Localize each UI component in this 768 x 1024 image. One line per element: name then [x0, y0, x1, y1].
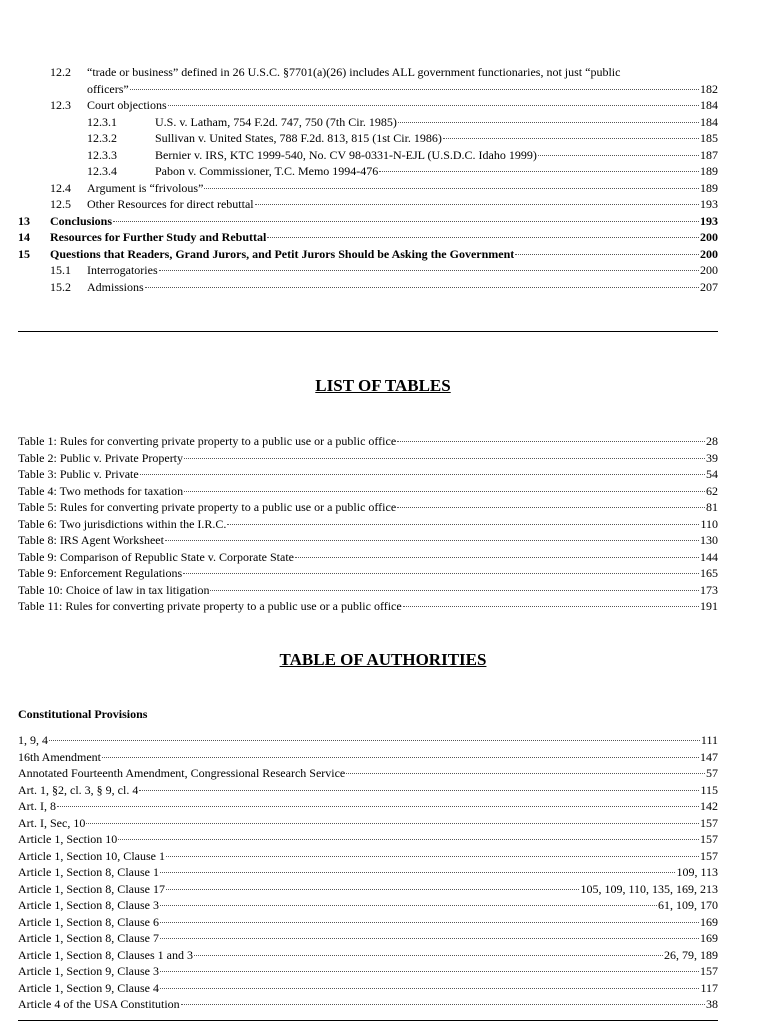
entry-page: 173: [700, 582, 718, 597]
dot-leader: [515, 253, 699, 255]
entry-number: 14: [18, 230, 30, 244]
toc-entry[interactable]: [18, 130, 718, 147]
entry-page: 200: [700, 263, 718, 277]
entry-page: 54: [706, 467, 718, 481]
bottom-divider: [18, 1020, 718, 1021]
authority-entry[interactable]: [18, 963, 718, 980]
entry-text: Pabon v. Commissioner, T.C. Memo 1994-476: [155, 164, 379, 178]
entry-text: Article 1, Section 8, Clauses 1 and 3: [18, 947, 193, 962]
entry-text: Resources for Further Study and Rebuttal: [50, 230, 267, 244]
entry-number: 12.3.1: [87, 114, 117, 129]
dot-leader: [210, 589, 699, 591]
entry-page: 184: [700, 114, 718, 129]
toc-continuation: [18, 64, 718, 295]
toc-entry-text-line1: “trade or business” defined in 26 U.S.C. §7701(a)(26) includes ALL government functionaries, not just “public: [87, 65, 621, 79]
entry-page: 111: [700, 733, 718, 747]
table-list-entry[interactable]: [18, 549, 718, 566]
entry-page: 157: [700, 815, 718, 830]
dot-leader: [183, 572, 699, 574]
entry-number: 15: [18, 246, 30, 261]
entry-page: 144: [700, 549, 718, 564]
entry-text: U.S. v. Latham, 754 F.2d. 747, 750 (7th Cir. 1985): [155, 114, 397, 129]
toc-entry-text-line2: officers”: [87, 81, 129, 96]
entry-number: 15.1: [50, 263, 71, 277]
entry-text: Table 3: Public v. Private: [18, 467, 139, 481]
dot-leader: [398, 121, 699, 123]
entry-page: 187: [700, 147, 718, 162]
authority-entry[interactable]: [18, 864, 718, 881]
entry-text: 1, 9, 4: [18, 733, 48, 747]
dot-leader: [130, 88, 699, 90]
entry-text: Table 9: Enforcement Regulations: [18, 566, 183, 580]
toc-entry[interactable]: [18, 262, 718, 279]
entry-page: 157: [700, 848, 718, 863]
entry-page: 110: [700, 516, 718, 531]
entry-number: 13: [18, 213, 30, 228]
toc-entry[interactable]: [18, 180, 718, 197]
toc-entry[interactable]: [18, 279, 718, 296]
dot-leader: [443, 137, 699, 139]
dot-leader: [160, 937, 699, 939]
authority-entry[interactable]: [18, 798, 718, 815]
authority-entry[interactable]: [18, 996, 718, 1013]
authorities-list: [18, 732, 718, 1013]
entry-page: 38: [706, 997, 718, 1011]
entry-page: 109, 113: [676, 865, 718, 879]
entry-page: 28: [706, 434, 718, 448]
table-list-entry[interactable]: [18, 483, 718, 500]
list-of-tables-heading: LIST OF TABLES: [315, 376, 451, 395]
table-list-entry[interactable]: [18, 582, 718, 599]
list-of-tables: [18, 433, 718, 615]
entry-page: 169: [700, 914, 718, 929]
entry-page: 207: [700, 279, 718, 294]
entry-text: Table 1: Rules for converting private property to a public use or a public office: [18, 434, 397, 448]
entry-text: Admissions: [87, 279, 144, 294]
entry-page: 117: [700, 980, 718, 995]
entry-page: 61, 109, 170: [658, 898, 718, 912]
toc-entry[interactable]: [18, 163, 718, 180]
dot-leader: [118, 838, 699, 840]
entry-text: Art. 1, §2, cl. 3, § 9, cl. 4: [18, 782, 139, 797]
entry-text: Sullivan v. United States, 788 F.2d. 813, 815 (1st Cir. 1986): [155, 131, 442, 145]
toc-entry[interactable]: [18, 246, 718, 263]
authority-entry[interactable]: [18, 732, 718, 749]
authority-entry[interactable]: [18, 749, 718, 766]
entry-text: Table 11: Rules for converting private property to a public use or a public office: [18, 599, 402, 613]
table-list-entry[interactable]: [18, 532, 718, 549]
entry-page: 169: [700, 931, 718, 945]
entry-page: 26, 79, 189: [664, 947, 718, 962]
dot-leader: [160, 921, 699, 923]
toc-entry[interactable]: [18, 213, 718, 230]
table-list-entry[interactable]: [18, 433, 718, 450]
toc-entry[interactable]: [18, 97, 718, 114]
authority-entry[interactable]: [18, 897, 718, 914]
entry-page: 39: [706, 450, 718, 465]
entry-text: Table 6: Two jurisdictions within the I.R.C.: [18, 516, 227, 531]
entry-page: 165: [700, 566, 718, 580]
entry-page: 184: [700, 98, 718, 112]
dot-leader: [397, 440, 705, 442]
entry-text: Table 4: Two methods for taxation: [18, 483, 184, 498]
authority-entry[interactable]: [18, 831, 718, 848]
dot-leader: [168, 104, 699, 106]
dot-leader: [160, 904, 657, 906]
entry-page: 200: [700, 246, 718, 261]
toc-entry[interactable]: [18, 229, 718, 246]
authority-entry[interactable]: [18, 947, 718, 964]
dot-leader: [346, 772, 705, 774]
entry-page: 157: [700, 964, 718, 978]
entry-page: 142: [700, 799, 718, 813]
dot-leader: [166, 888, 579, 890]
section-divider: [18, 331, 718, 332]
table-list-entry[interactable]: [18, 466, 718, 483]
authority-entry[interactable]: [18, 848, 718, 865]
dot-leader: [379, 170, 699, 172]
dot-leader: [139, 789, 699, 791]
entry-text: Annotated Fourteenth Amendment, Congressional Research Service: [18, 766, 346, 780]
dot-leader: [57, 805, 699, 807]
dot-leader: [194, 954, 663, 956]
table-list-entry[interactable]: [18, 516, 718, 533]
table-list-entry[interactable]: [18, 499, 718, 516]
table-of-authorities-heading: TABLE OF AUTHORITIES: [279, 650, 487, 669]
dot-leader: [295, 556, 699, 558]
entry-number: 12.3.3: [87, 147, 117, 162]
entry-page: 147: [700, 749, 718, 764]
toc-entry[interactable]: [18, 147, 718, 164]
entry-text: Table 2: Public v. Private Property: [18, 450, 184, 465]
entry-number: 15.2: [50, 279, 71, 294]
entry-text: Article 1, Section 9, Clause 3: [18, 964, 159, 978]
entry-text: Court objections: [87, 98, 167, 112]
entry-page: 62: [706, 483, 718, 498]
toc-entry-12-2[interactable]: [18, 64, 718, 97]
dot-leader: [145, 286, 699, 288]
entry-page: 193: [700, 197, 718, 211]
authority-entry[interactable]: [18, 980, 718, 997]
entry-text: Art. I, 8: [18, 799, 56, 813]
entry-text: Art. I, Sec, 10: [18, 815, 86, 830]
entry-text: Article 4 of the USA Constitution: [18, 997, 180, 1011]
entry-number: 12.5: [50, 197, 71, 211]
entry-page: 105, 109, 110, 135, 169, 213: [580, 881, 718, 896]
entry-text: Article 1, Section 8, Clause 1: [18, 865, 159, 879]
table-list-entry[interactable]: [18, 565, 718, 582]
dot-leader: [102, 756, 699, 758]
entry-text: Article 1, Section 10, Clause 1: [18, 848, 165, 863]
entry-page: 157: [700, 832, 718, 846]
dot-leader: [166, 855, 699, 857]
entry-number: 12.3.2: [87, 131, 117, 145]
entry-page: 57: [706, 766, 718, 780]
dot-leader: [165, 539, 699, 541]
entry-text: Article 1, Section 8, Clause 6: [18, 914, 159, 929]
dot-leader: [538, 154, 699, 156]
dot-leader: [86, 822, 699, 824]
table-list-entry[interactable]: [18, 598, 718, 615]
constitutional-provisions-subheading: Constitutional Provisions: [18, 707, 148, 721]
entry-text: Conclusions: [50, 213, 113, 228]
entry-number: 12.3.4: [87, 164, 117, 178]
entry-page: 81: [706, 500, 718, 514]
entry-page: 130: [700, 533, 718, 547]
dot-leader: [49, 739, 700, 741]
entry-number: 12.3: [50, 98, 71, 112]
dot-leader: [140, 473, 705, 475]
entry-text: Table 9: Comparison of Republic State v. Corporate State: [18, 549, 294, 564]
authority-entry[interactable]: [18, 815, 718, 832]
dot-leader: [113, 220, 699, 222]
dot-leader: [160, 871, 675, 873]
entry-text: Article 1, Section 10: [18, 832, 118, 846]
dot-leader: [181, 1003, 705, 1005]
table-list-entry[interactable]: [18, 450, 718, 467]
entry-page: 193: [700, 213, 718, 228]
entry-page: 189: [700, 164, 718, 178]
entry-text: Argument is “frivolous”: [87, 180, 204, 195]
entry-text: Other Resources for direct rebuttal: [87, 197, 254, 211]
dot-leader: [160, 987, 699, 989]
authority-entry[interactable]: [18, 881, 718, 898]
dot-leader: [159, 269, 699, 271]
entry-text: Article 1, Section 9, Clause 4: [18, 980, 159, 995]
entry-page: 185: [700, 131, 718, 145]
entry-text: Article 1, Section 8, Clause 17: [18, 881, 165, 896]
toc-list: [18, 97, 718, 295]
authority-entry[interactable]: [18, 930, 718, 947]
toc-entry-page: 182: [700, 81, 718, 96]
authority-entry[interactable]: [18, 765, 718, 782]
entry-page: 115: [700, 782, 718, 797]
entry-text: Interrogatories: [87, 263, 158, 277]
entry-text: Article 1, Section 8, Clause 7: [18, 931, 159, 945]
toc-entry[interactable]: [18, 196, 718, 213]
dot-leader: [397, 506, 705, 508]
toc-entry-number: 12.2: [50, 65, 71, 79]
entry-text: Questions that Readers, Grand Jurors, and Petit Jurors Should be Asking the Government: [50, 246, 515, 261]
entry-text: Table 5: Rules for converting private property to a public use or a public office: [18, 500, 397, 514]
entry-text: Table 8: IRS Agent Worksheet: [18, 533, 164, 547]
dot-leader: [184, 490, 705, 492]
entry-number: 12.4: [50, 180, 71, 195]
entry-page: 200: [700, 230, 718, 244]
dot-leader: [255, 203, 699, 205]
dot-leader: [227, 523, 699, 525]
entry-text: Article 1, Section 8, Clause 3: [18, 898, 159, 912]
dot-leader: [160, 970, 699, 972]
entry-text: Table 10: Choice of law in tax litigation: [18, 582, 210, 597]
entry-text: 16th Amendment: [18, 749, 101, 764]
dot-leader: [403, 605, 699, 607]
dot-leader: [267, 236, 699, 238]
entry-page: 191: [700, 599, 718, 613]
authority-entry[interactable]: [18, 782, 718, 799]
entry-page: 189: [700, 180, 718, 195]
dot-leader: [184, 457, 705, 459]
toc-entry[interactable]: [18, 114, 718, 131]
entry-text: Bernier v. IRS, KTC 1999-540, No. CV 98-0331-N-EJL (U.S.D.C. Idaho 1999): [155, 147, 537, 162]
dot-leader: [204, 187, 699, 189]
authority-entry[interactable]: [18, 914, 718, 931]
